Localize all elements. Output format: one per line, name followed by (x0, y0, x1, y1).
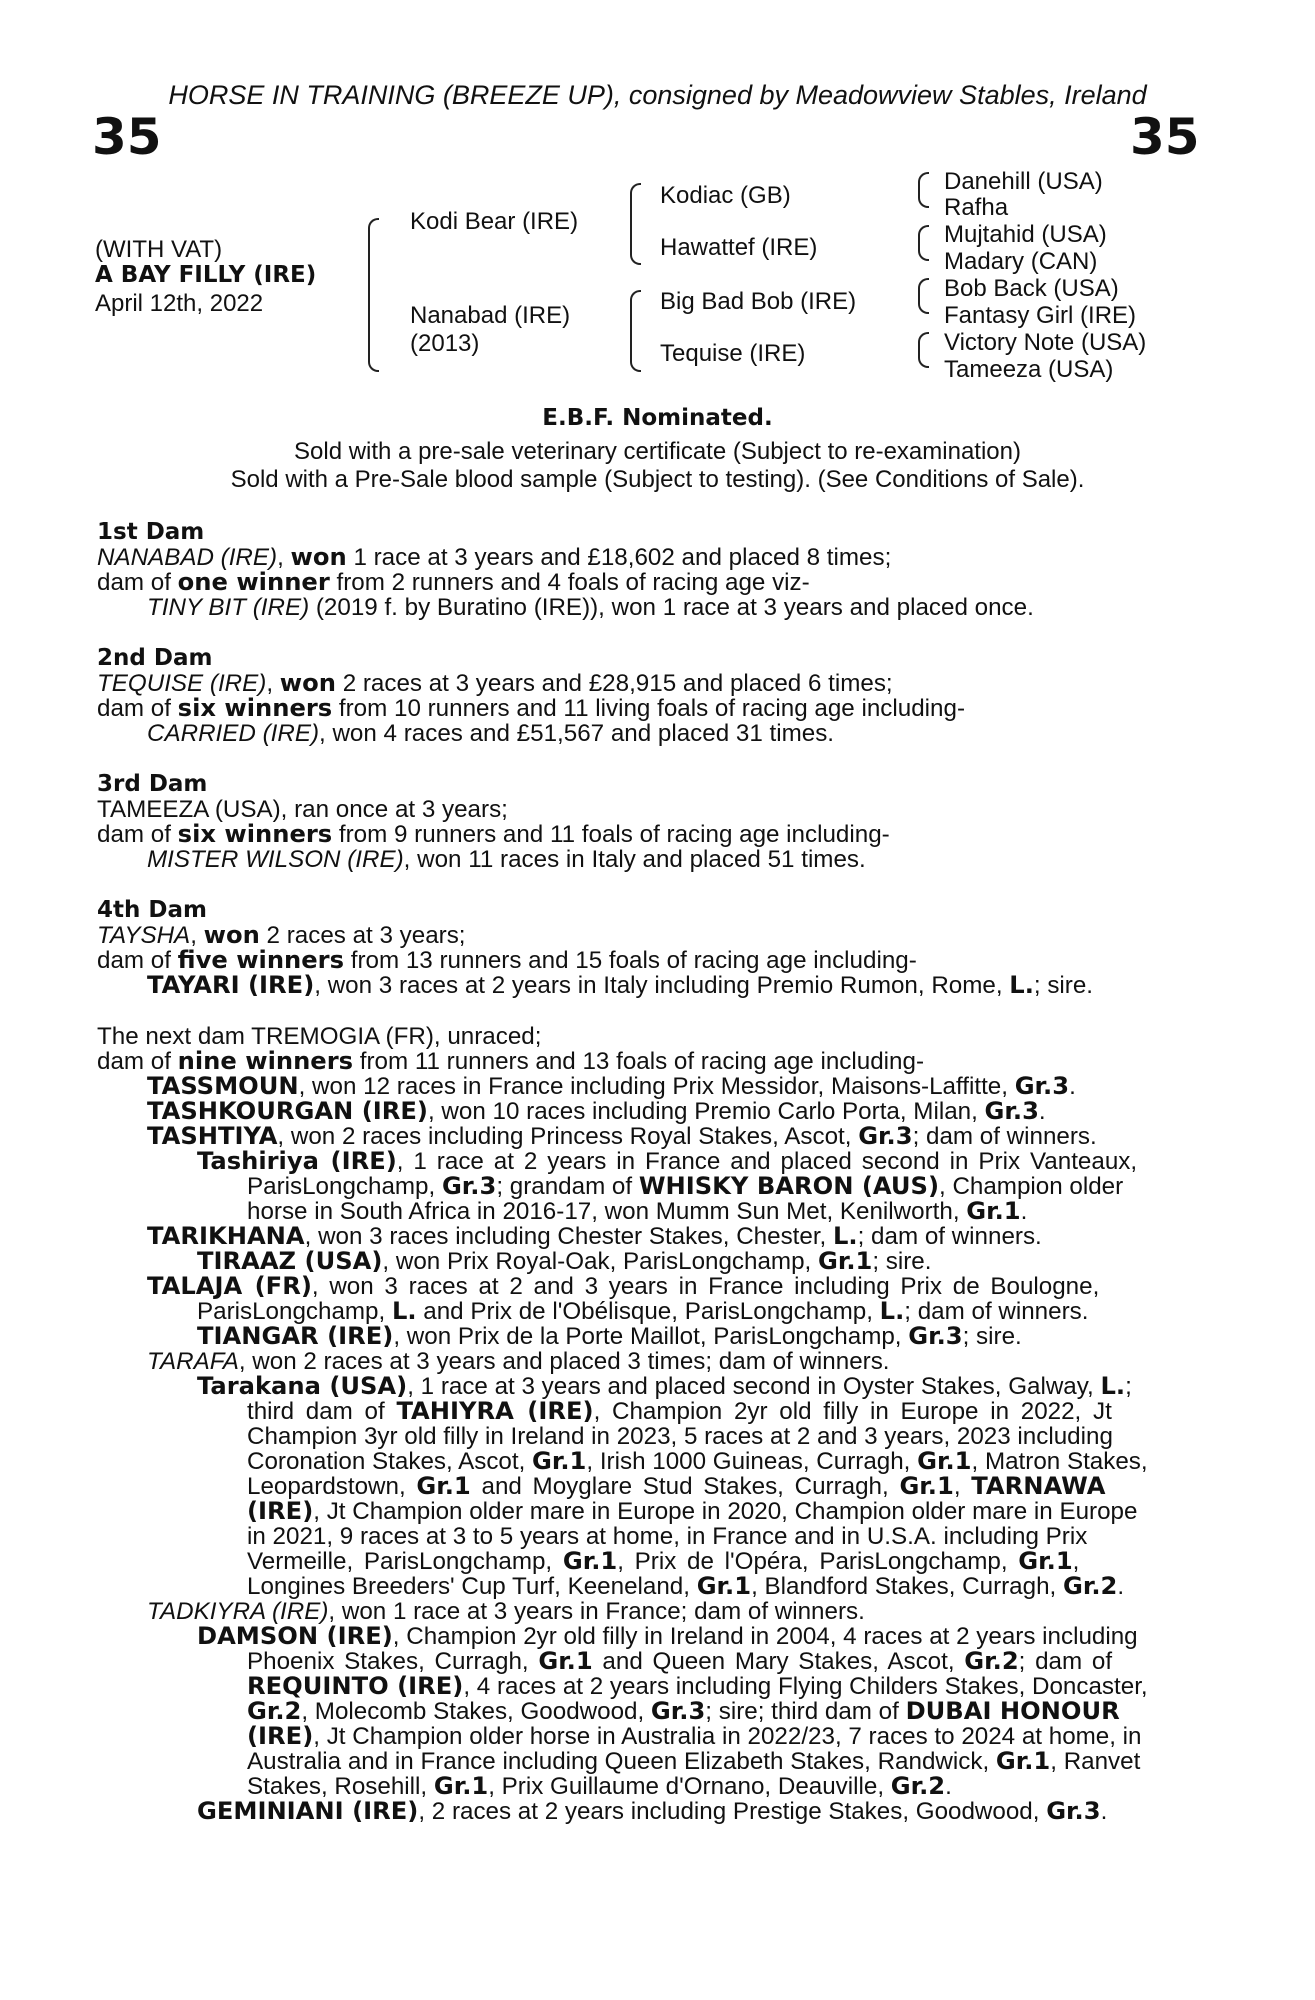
brace-ds (918, 278, 929, 314)
progeny-line: TINY BIT (IRE) (2019 f. by Buratino (IRE)), won 1 race at 3 years and placed once. (147, 594, 1034, 621)
progeny-tashtiya: TASHTIYA, won 2 races including Princess Royal Stakes, Ascot, Gr.3; dam of winners. (147, 1122, 1097, 1150)
horse-name: TINY BIT (IRE) (147, 594, 310, 621)
progeny-tashkourgan: TASHKOURGAN (IRE), won 10 races including Premio Carlo Porta, Milan, Gr.3. (147, 1097, 1046, 1125)
dam-line: TAMEEZA (USA), ran once at 3 years; (97, 796, 508, 823)
ggsire-4: Victory Note (USA) (944, 329, 1147, 356)
blood-note: Sold with a Pre-Sale blood sample (Subject to testing). (See Conditions of Sale). (230, 466, 1085, 493)
progeny-tashiriya: Tashiriya (IRE), 1 race at 2 years in France and placed second in Prix Vanteaux, ParisLongchamp, Gr.3; grandam of WHISKY BARON (AUS), Champion older horse in South Africa in 2016-17, won Mumm Sun Met, Kenilworth, Gr.1. (197, 1147, 1138, 1225)
foaled-date: April 12th, 2022 (95, 290, 264, 317)
first-dam-section (97, 520, 1207, 620)
progeny-line: MISTER WILSON (IRE), won 11 races in Italy and placed 51 times. (147, 846, 866, 873)
dam-line: The next dam TREMOGIA (FR), unraced; (97, 1023, 542, 1050)
section-heading: 3rd Dam (97, 771, 208, 797)
progeny-tadkiyra: TADKIYRA (IRE), won 1 race at 3 years in France; dam of winners. (147, 1598, 865, 1625)
brace-sire (630, 183, 641, 265)
progeny-line: CARRIED (IRE), won 4 races and £51,567 and placed 31 times. (147, 720, 835, 747)
dam-line: TAYSHA, won 2 races at 3 years; (97, 921, 466, 949)
progeny-tassmoun: TASSMOUN, won 12 races in France including Prix Messidor, Maisons-Laffitte, Gr.3. (147, 1072, 1076, 1100)
produce-line: dam of one winner from 2 runners and 4 foals of racing age viz- (97, 568, 810, 596)
dam-sire: Big Bad Bob (IRE) (660, 288, 857, 315)
ebf-note: E.B.F. Nominated. (542, 405, 773, 431)
section-heading: 4th Dam (97, 897, 207, 923)
progeny-geminiani: GEMINIANI (IRE), 2 races at 2 years including Prestige Stakes, Goodwood, Gr.3. (197, 1797, 1108, 1825)
progeny-tarafa: TARAFA, won 2 races at 3 years and placed 3 times; dam of winners. (147, 1348, 890, 1375)
ggdam-4: Tameeza (USA) (944, 356, 1114, 383)
fourth-dam-section (97, 898, 1207, 998)
produce-line: dam of six winners from 10 runners and 11 living foals of racing age including- (97, 694, 966, 722)
second-dam-section (97, 646, 1207, 746)
progeny-tarikhana: TARIKHANA, won 3 races including Chester Stakes, Chester, L.; dam of winners. (147, 1222, 1042, 1250)
horse-name: NANABAD (IRE) (97, 544, 278, 571)
vat-note: (WITH VAT) (95, 236, 223, 263)
next-dam-section (97, 1024, 1207, 1824)
dam-name: Nanabad (IRE) (410, 302, 571, 329)
ggsire-3: Bob Back (USA) (944, 275, 1119, 302)
ggsire-1: Danehill (USA) (944, 168, 1103, 195)
dam-line: TEQUISE (IRE), won 2 races at 3 years and £28,915 and placed 6 times; (97, 669, 893, 697)
progeny-tarakana: Tarakana (USA), 1 race at 3 years and placed second in Oyster Stakes, Galway, L.; third dam of TAHIYRA (IRE), Champion 2yr old filly in Europe in 2022, Jt Champion 3yr old filly in Ireland in 2023, 5 races at 2 and 3 years, 2023 including Coronation Stakes, Ascot, Gr.1, Irish 1000 Guineas, Curragh, Gr.1, Matron Stakes, Leopardstown, Gr.1 and Moyglare Stud Stakes, Curragh, Gr.1, TARNAWA (IRE), Jt Champion older mare in Europe in 2020, Champion older mare in Europe in 2021, 9 races at 3 to 5 years at home, in France and in U.S.A. including Prix Vermeille, ParisLongchamp, Gr.1, Prix de l'Opéra, ParisLongchamp, Gr.1, Longines Breeders' Cup Turf, Keeneland, Gr.1, Blandford Stakes, Curragh, Gr.2. (197, 1372, 1148, 1600)
dam-dam: Tequise (IRE) (660, 340, 806, 367)
sire-sire: Kodiac (GB) (660, 182, 791, 209)
produce-line: dam of six winners from 9 runners and 11 foals of racing age including- (97, 820, 890, 848)
ggsire-2: Mujtahid (USA) (944, 221, 1107, 248)
dam-year: (2013) (410, 330, 480, 357)
lot-number-left: 35 (92, 108, 162, 166)
section-heading: 2nd Dam (97, 645, 213, 671)
progeny-talaja: TALAJA (FR), won 3 races at 2 and 3 years in France including Prix de Boulogne, ParisLongchamp, L. and Prix de l'Obélisque, ParisLongchamp, L.; dam of winners. (147, 1272, 1100, 1325)
section-heading: 1st Dam (97, 519, 205, 545)
page-header: HORSE IN TRAINING (BREEZE UP), consigned by Meadowview Stables, Ireland (168, 80, 1147, 110)
progeny-line: TAYARI (IRE), won 3 races at 2 years in Italy including Premio Rumon, Rome, L.; sire. (147, 971, 1094, 999)
lot-number-right: 35 (1130, 108, 1200, 166)
dam-line: NANABAD (IRE), won 1 race at 3 years and £18,602 and placed 8 times; (97, 543, 892, 571)
progeny-tiraaz: TIRAAZ (USA), won Prix Royal-Oak, ParisLongchamp, Gr.1; sire. (197, 1247, 932, 1275)
brace-sd (918, 225, 929, 261)
third-dam-section (97, 772, 1207, 872)
produce-line: dam of nine winners from 11 runners and 13 foals of racing age including- (97, 1047, 925, 1075)
progeny-tiangar: TIANGAR (IRE), won Prix de la Porte Maillot, ParisLongchamp, Gr.3; sire. (197, 1322, 1022, 1350)
brace-dam (630, 290, 641, 372)
brace-gen1 (368, 218, 379, 372)
sire-dam: Hawattef (IRE) (660, 234, 818, 261)
ggdam-3: Fantasy Girl (IRE) (944, 302, 1137, 329)
sire-name: Kodi Bear (IRE) (410, 208, 579, 235)
brace-dd (918, 332, 929, 368)
brace-ss (918, 172, 929, 208)
won-label: won (290, 543, 347, 571)
vet-note: Sold with a pre-sale veterinary certificate (Subject to re-examination) (294, 438, 1021, 465)
produce-line: dam of five winners from 13 runners and 15 foals of racing age including- (97, 946, 917, 974)
ggdam-2: Madary (CAN) (944, 248, 1098, 275)
horse-name: A BAY FILLY (IRE) (95, 262, 317, 288)
progeny-damson: DAMSON (IRE), Champion 2yr old filly in Ireland in 2004, 4 races at 2 years including Phoenix Stakes, Curragh, Gr.1 and Queen Mary Stakes, Ascot, Gr.2; dam of REQUINTO (IRE), 4 races at 2 years including Flying Childers Stakes, Doncaster, Gr.2, Molecomb Stakes, Goodwood, Gr.3; sire; third dam of DUBAI HONOUR (IRE), Jt Champion older horse in Australia in 2022/23, 7 races to 2024 at home, in Australia and in France including Queen Elizabeth Stakes, Randwick, Gr.1, Ranvet Stakes, Rosehill, Gr.1, Prix Guillaume d'Ornano, Deauville, Gr.2. (197, 1622, 1148, 1800)
ggdam-1: Rafha (944, 194, 1009, 221)
